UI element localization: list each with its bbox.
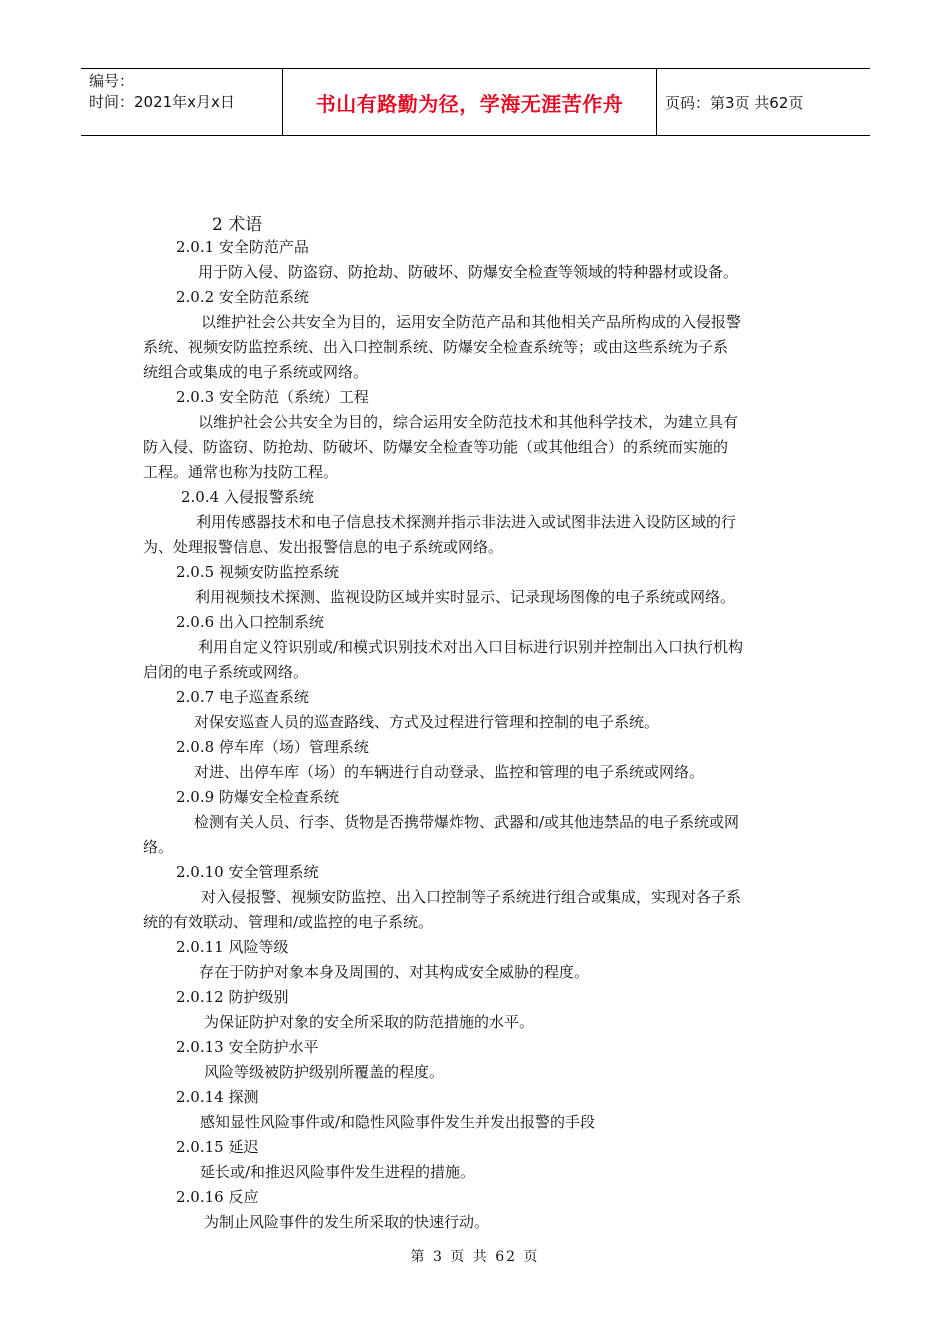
term-heading: 2.0.2 安全防范系统 — [176, 288, 309, 306]
term-definition: 感知显性风险事件或/和隐性风险事件发生并发出报警的手段 — [200, 1113, 596, 1131]
term-heading: 2.0.16 反应 — [176, 1188, 259, 1206]
term-heading: 2.0.14 探测 — [176, 1088, 259, 1106]
term-definition: 统组合或集成的电子系统或网络。 — [143, 363, 369, 381]
header-motto: 书山有路勤为径，学海无涯苦作舟 — [315, 91, 624, 116]
term-definition: 为、处理报警信息、发出报警信息的电子系统或网络。 — [143, 538, 504, 556]
term-definition: 系统、视频安防监控系统、出入口控制系统、防爆安全检查系统等；或由这些系统为子系 — [143, 338, 729, 356]
term-heading: 2.0.3 安全防范（系统）工程 — [176, 388, 369, 406]
term-definition: 为制止风险事件的发生所采取的快速行动。 — [204, 1213, 490, 1231]
term-definition: 以维护社会公共安全为目的，运用安全防范产品和其他相关产品所构成的入侵报警 — [201, 313, 742, 331]
term-definition: 工程。通常也称为技防工程。 — [143, 463, 339, 481]
term-heading: 2.0.6 出入口控制系统 — [176, 613, 324, 631]
term-definition: 风险等级被防护级别所覆盖的程度。 — [204, 1063, 445, 1081]
term-definition: 络。 — [143, 838, 174, 856]
term-heading: 2.0.5 视频安防监控系统 — [176, 563, 339, 581]
header-number-label: 编号： — [89, 72, 135, 90]
page-header — [81, 68, 870, 136]
term-definition: 启闭的电子系统或网络。 — [143, 663, 309, 681]
term-heading: 2.0.12 防护级别 — [176, 988, 289, 1006]
page-footer: 第 3 页 共 62 页 — [410, 1249, 540, 1265]
term-definition: 对进、出停车库（场）的车辆进行自动登录、监控和管理的电子系统或网络。 — [194, 763, 705, 781]
term-definition: 对保安巡查人员的巡查路线、方式及过程进行管理和控制的电子系统。 — [194, 713, 660, 731]
term-heading: 2.0.10 安全管理系统 — [176, 863, 319, 881]
term-definition: 统的有效联动、管理和/或监控的电子系统。 — [143, 913, 434, 931]
term-definition: 利用自定义符识别或/和模式识别技术对出入口目标进行识别并控制出入口执行机构 — [198, 638, 744, 656]
term-definition: 用于防入侵、防盗窃、防抢劫、防破坏、防爆安全检查等领域的特种器材或设备。 — [198, 263, 739, 281]
term-definition: 延长或/和推迟风险事件发生进程的措施。 — [200, 1163, 476, 1181]
term-heading: 2.0.7 电子巡查系统 — [176, 688, 309, 706]
term-heading: 2.0.15 延迟 — [176, 1138, 259, 1156]
term-heading: 2.0.4 入侵报警系统 — [181, 488, 314, 506]
term-heading: 2.0.11 风险等级 — [176, 938, 289, 956]
term-definition: 以维护社会公共安全为目的，综合运用安全防范技术和其他科学技术，为建立具有 — [198, 413, 739, 431]
term-heading: 2.0.1 安全防范产品 — [176, 238, 309, 256]
term-definition: 存在于防护对象本身及周围的、对其构成安全威胁的程度。 — [199, 963, 590, 981]
header-meta-cell — [81, 69, 283, 135]
term-definition: 对入侵报警、视频安防监控、出入口控制等子系统进行组合或集成，实现对各子系 — [201, 888, 742, 906]
term-definition: 利用视频技术探测、监视设防区域并实时显示、记录现场图像的电子系统或网络。 — [195, 588, 736, 606]
term-definition: 利用传感器技术和电子信息技术探测并指示非法进入或试图非法进入设防区域的行 — [196, 513, 737, 531]
section-title: 2 术语 — [212, 215, 263, 235]
term-definition: 防入侵、防盗窃、防抢劫、防破坏、防爆安全检查等功能（或其他组合）的系统而实施的 — [143, 438, 729, 456]
header-page-label: 页码：第3页 共62页 — [665, 93, 804, 112]
header-motto-cell — [283, 69, 657, 135]
term-heading: 2.0.13 安全防护水平 — [176, 1038, 319, 1056]
term-definition: 为保证防护对象的安全所采取的防范措施的水平。 — [204, 1013, 535, 1031]
term-heading: 2.0.9 防爆安全检查系统 — [176, 788, 339, 806]
header-time-label: 时间：2021年x月x日 — [89, 93, 235, 111]
term-heading: 2.0.8 停车库（场）管理系统 — [176, 738, 369, 756]
term-definition: 检测有关人员、行李、货物是否携带爆炸物、武器和/或其他违禁品的电子系统或网 — [194, 813, 740, 831]
header-page-cell — [657, 69, 870, 135]
